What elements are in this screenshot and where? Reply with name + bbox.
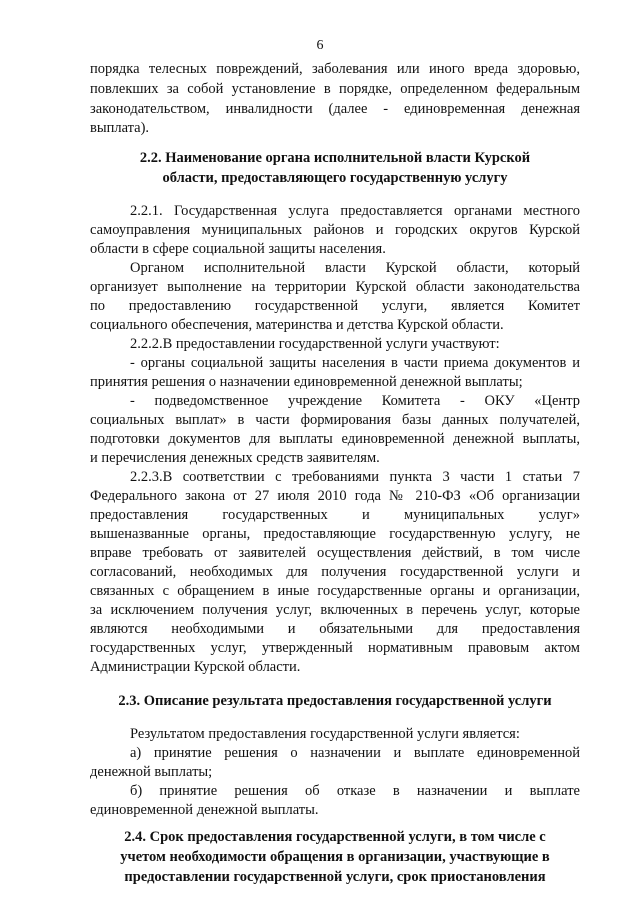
paragraph-line: связанных с обращением в иные государственные органы и организации, <box>90 583 580 599</box>
paragraph-line: и перечисления денежных средств заявителям. <box>90 450 380 466</box>
paragraph-line: 2.2.3.В соответствии с требованиями пункта 3 части 1 статьи 7 <box>130 469 580 485</box>
paragraph-line: повлекших за собой установление в порядке, определенном федеральным <box>90 81 580 97</box>
paragraph-line: социального обеспечения, материнства и детства Курской области. <box>90 317 504 333</box>
paragraph-line: самоуправления муниципальных районов и городских округов Курской <box>90 222 580 238</box>
paragraph-line: по предоставлению государственной услуги, является Комитет <box>90 298 580 314</box>
section-heading-line: 2.2. Наименование органа исполнительной власти Курской <box>139 150 531 166</box>
paragraph-line: вправе требовать от заявителей осуществления действий, в том числе <box>90 545 580 561</box>
paragraph-line: вышеназванные органы, предоставляющие государственную услугу, не <box>90 526 580 542</box>
paragraph-line: выплата). <box>90 120 150 136</box>
paragraph-line: б) принятие решения об отказе в назначении и выплате <box>130 783 580 799</box>
paragraph-line: Органом исполнительной власти Курской области, который <box>130 260 580 276</box>
paragraph-line: предоставления государственных и муниципальных услуг» <box>90 507 580 523</box>
paragraph-line: Федерального закона от 27 июля 2010 года № 210-ФЗ «Об организации <box>90 488 580 504</box>
paragraph-line: за исключением получения услуг, включенных в перечень услуг, которые <box>90 602 580 618</box>
section-heading-line: 2.3. Описание результата предоставления государственной услуги <box>118 693 552 709</box>
paragraph-line: единовременной денежной выплаты. <box>90 802 319 818</box>
paragraph-line: порядка телесных повреждений, заболевания или иного вреда здоровью, <box>90 61 580 77</box>
paragraph-line: 2.2.1. Государственная услуга предоставляется органами местного <box>130 203 580 219</box>
paragraph-line: 2.2.2.В предоставлении государственной услуги участвуют: <box>130 336 500 352</box>
paragraph-line: подготовки документов для выплаты единовременной денежной выплаты, <box>90 431 580 447</box>
paragraph-line: социальных выплат» в части формирования базы данных получателей, <box>90 412 580 428</box>
paragraph-line: - органы социальной защиты населения в части приема документов и <box>130 355 580 371</box>
paragraph-line: принятия решения о назначении единовременной денежной выплаты; <box>90 374 523 390</box>
paragraph-line: Администрации Курской области. <box>90 659 301 675</box>
paragraph-line: государственных услуг, утвержденный нормативным правовым актом <box>90 640 580 656</box>
paragraph-line: являются необходимыми и обязательными для предоставления <box>90 621 580 637</box>
section-heading-line: предоставлении государственной услуги, срок приостановления <box>124 869 546 885</box>
paragraph-line: - подведомственное учреждение Комитета - ОКУ «Центр <box>130 393 580 409</box>
section-heading-line: учетом необходимости обращения в организации, участвующие в <box>120 849 550 865</box>
paragraph-line: денежной выплаты; <box>90 764 213 780</box>
paragraph-line: Результатом предоставления государственной услуги является: <box>130 726 520 742</box>
paragraph-line: законодательством, инвалидности (далее - единовременная денежная <box>90 101 580 117</box>
section-heading-line: 2.4. Срок предоставления государственной услуги, в том числе с <box>124 829 546 845</box>
page-number: 6 <box>316 38 324 53</box>
paragraph-line: области в сфере социальной защиты населения. <box>90 241 386 257</box>
paragraph-line: организует выполнение на территории Курской области законодательства <box>90 279 580 295</box>
section-heading-line: области, предоставляющего государственную услугу <box>162 170 508 186</box>
paragraph-line: согласований, необходимых для получения государственной услуги и <box>90 564 580 580</box>
paragraph-line: а) принятие решения о назначении и выплате единовременной <box>130 745 580 761</box>
